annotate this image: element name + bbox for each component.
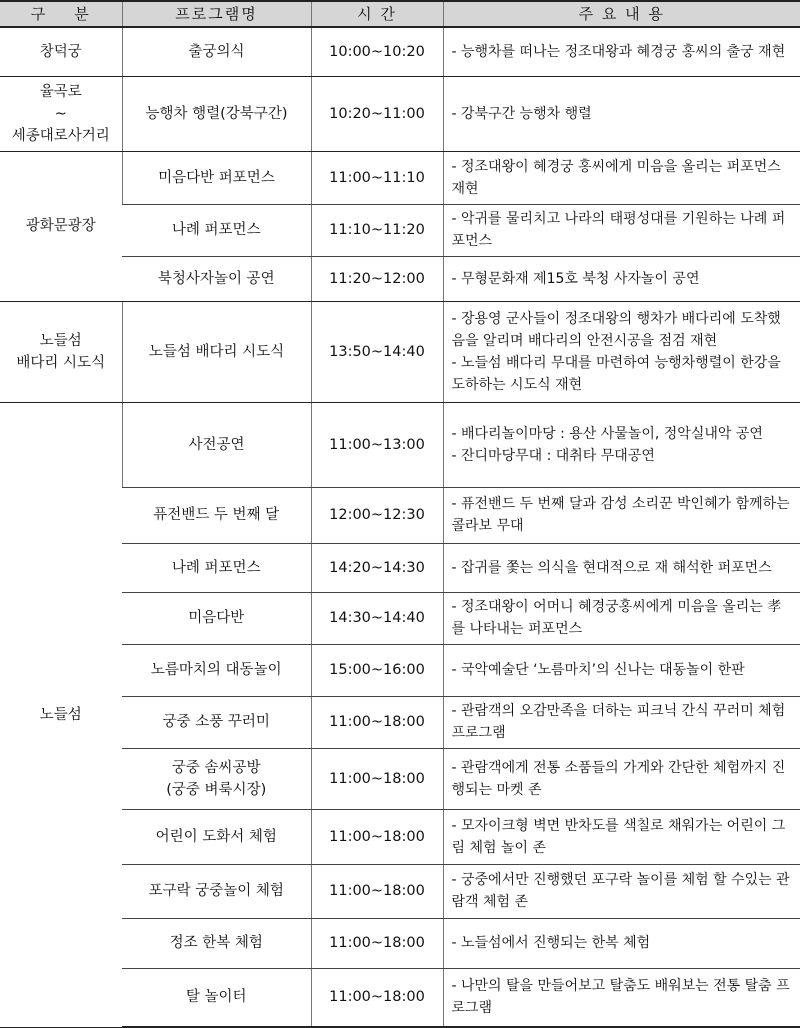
content-cell [443,748,800,809]
table-row [0,76,800,151]
content-line: - 정조대왕이 어머니 혜경궁홍씨에게 미음을 올리는 孝를 나타내는 퍼포먼스 [451,599,782,637]
content-line: - 퓨전밴드 두 번째 달과 감성 소리꾼 박인혜가 함께하는 콜라보 무대 [451,496,790,534]
content-line: - 잡귀를 쫓는 의식을 현대적으로 재 해석한 퍼포먼스 [451,559,772,576]
content-line: - 관람객에게 전통 소품들의 가게와 간단한 체험까지 진행되는 마켓 존 [451,759,786,798]
table-row [0,27,800,76]
time-cell: 11:00~13:00 [311,402,443,487]
content-cell [443,76,800,151]
time-cell: 11:00~18:00 [311,696,443,748]
program-cell: 정조 한복 체험 [122,918,311,968]
time-cell: 14:30~14:40 [311,592,443,644]
content-cell [443,204,800,256]
content-line: - 능행차를 떠나는 정조대왕과 혜경궁 홍씨의 출궁 재현 [451,43,786,60]
program-cell: 노들섬 배다리 시도식 [122,301,311,402]
program-cell: 미음다반 [122,592,311,644]
time-cell: 13:50~14:40 [311,301,443,402]
table-row [0,402,800,487]
category-cell: 창덕궁 [0,27,122,76]
content-cell [443,696,800,748]
content-cell [443,402,800,487]
header-time: 시 간 [311,1,443,27]
program-cell: 궁중 솜씨공방 (궁중 벼룩시장) [122,748,311,809]
content-line: - 잔디마당무대 : 대취타 무대공연 [451,447,655,464]
content-line: - 강북구간 능행차 행렬 [451,105,592,122]
time-cell: 12:00~12:30 [311,487,443,543]
time-cell: 11:00~18:00 [311,968,443,1027]
time-cell: 11:20~12:00 [311,256,443,301]
content-cell [443,968,800,1027]
category-cell: 노들섬 배다리 시도식 [0,301,122,402]
program-cell: 노름마치의 대동놀이 [122,644,311,696]
content-line: - 악귀를 물리치고 나라의 태평성대를 기원하는 나례 퍼포먼스 [451,211,786,249]
time-cell: 11:00~18:00 [311,809,443,864]
header-category: 구 분 [0,1,122,27]
content-cell [443,301,800,402]
content-cell [443,809,800,864]
content-line: - 장용영 군사들이 정조대왕의 행차가 배다리에 도착했음을 알리며 배다리의 안전시공을 점검 재현 [451,310,781,349]
time-cell: 11:00~18:00 [311,918,443,968]
content-line: - 정조대왕이 혜경궁 홍씨에게 미음을 올리는 퍼포먼스 재현 [451,158,781,197]
content-cell [443,256,800,301]
content-line: - 궁중에서만 진행했던 포구락 놀이를 체험 할 수있는 관람객 체험 존 [451,872,790,910]
time-cell: 14:20~14:30 [311,543,443,592]
schedule-body [0,27,800,1027]
category-cell: 노들섬 [0,402,122,1027]
content-line: - 관람객의 오감만족을 더하는 피크닉 간식 꾸러미 체험 프로그램 [451,703,786,741]
program-cell: 능행차 행렬(강북구간) [122,76,311,151]
program-cell: 포구락 궁중놀이 체험 [122,864,311,918]
time-cell: 11:00~18:00 [311,748,443,809]
content-line: - 무형문화재 제15호 북청 사자놀이 공연 [451,270,700,287]
program-cell: 나례 퍼포먼스 [122,204,311,256]
program-cell: 북청사자놀이 공연 [122,256,311,301]
program-cell: 퓨전밴드 두 번째 달 [122,487,311,543]
header-content: 주 요 내 용 [443,1,800,27]
content-cell [443,918,800,968]
program-cell: 미음다반 퍼포먼스 [122,151,311,204]
content-line: - 노들섬에서 진행되는 한복 체험 [451,935,651,951]
program-cell: 궁중 소풍 꾸러미 [122,696,311,748]
program-cell: 나례 퍼포먼스 [122,543,311,592]
content-cell [443,644,800,696]
category-cell: 율곡로 ~ 세종대로사거리 [0,76,122,151]
header-row [0,1,800,27]
content-line: - 국악예술단 ‘노름마치’의 신나는 대동놀이 한판 [451,662,745,678]
time-cell: 11:10~11:20 [311,204,443,256]
category-cell: 광화문광장 [0,151,122,301]
content-line: - 배다리놀이마당 : 용산 사물놀이, 정악실내악 공연 [451,425,763,442]
header-program: 프로그램명 [122,1,311,27]
content-line: - 노들섬 배다리 무대를 마련하여 능행차행렬이 한강을 도하하는 시도식 재현 [451,354,781,393]
table-row [0,151,800,204]
program-cell: 출궁의식 [122,27,311,76]
time-cell: 10:00~10:20 [311,27,443,76]
content-cell [443,864,800,918]
content-cell [443,592,800,644]
program-cell: 사전공연 [122,402,311,487]
time-cell: 11:00~18:00 [311,864,443,918]
time-cell: 15:00~16:00 [311,644,443,696]
time-cell: 11:00~11:10 [311,151,443,204]
table-row [0,301,800,402]
content-line: - 나만의 탈을 만들어보고 탈춤도 배워보는 전통 탈춤 프로그램 [451,978,790,1017]
content-cell [443,543,800,592]
content-cell [443,151,800,204]
program-cell: 어린이 도화서 체험 [122,809,311,864]
content-line: - 모자이크형 벽면 반차도를 색칠로 채워가는 어린이 그림 체험 놀이 존 [451,817,786,856]
content-cell [443,27,800,76]
program-cell: 탈 놀이터 [122,968,311,1027]
content-cell [443,487,800,543]
time-cell: 10:20~11:00 [311,76,443,151]
